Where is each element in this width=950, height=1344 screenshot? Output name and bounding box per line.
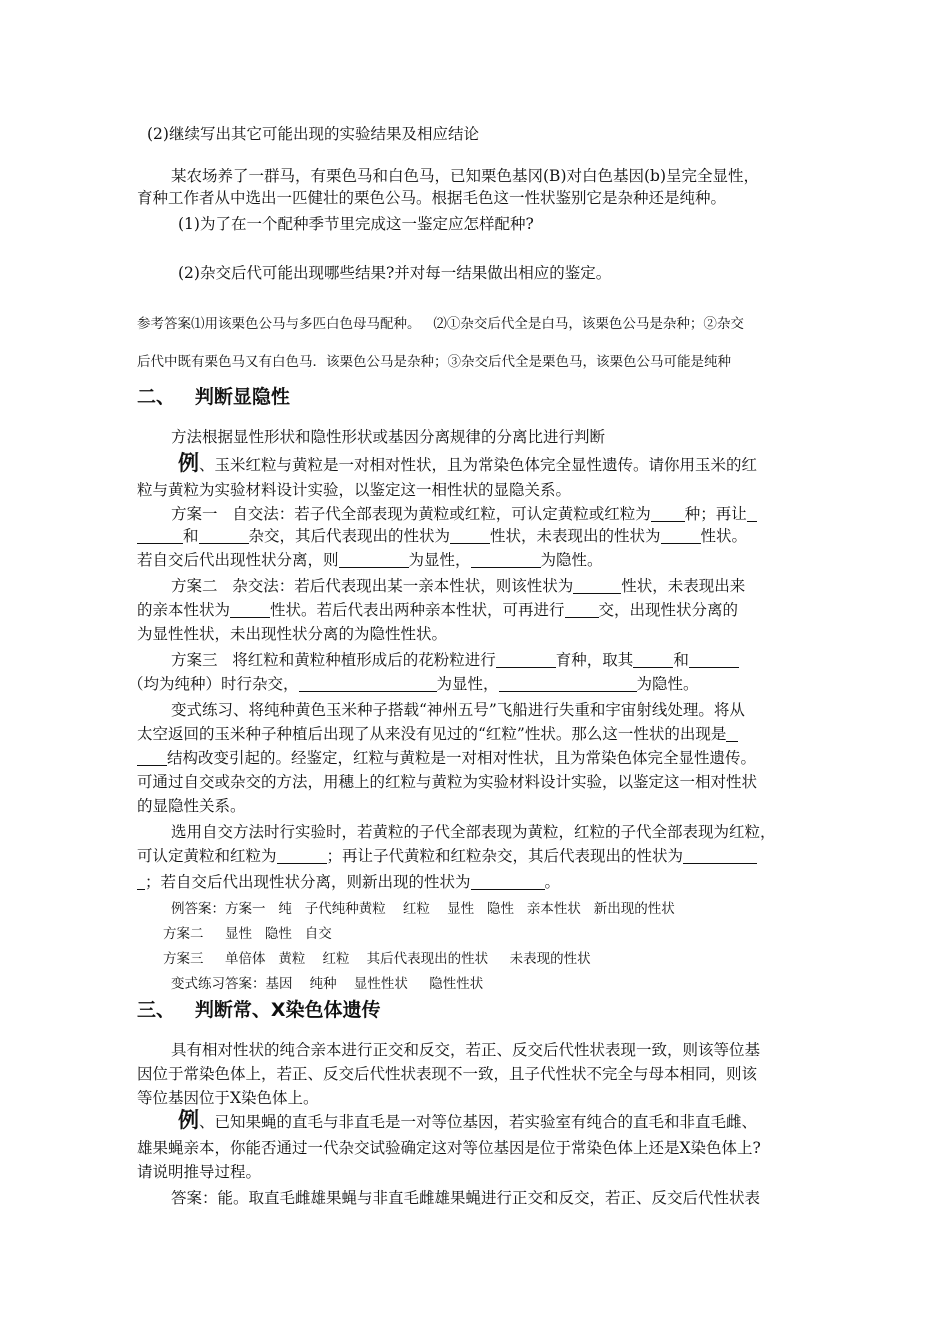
blank	[137, 874, 145, 891]
blank	[137, 528, 183, 545]
blank	[277, 848, 327, 865]
example-label: 例	[178, 451, 199, 475]
example-2-line-1: 例、已知果蝇的直毛与非直毛是一对等位基因，若实验室有纯合的直毛和非直毛雌、	[178, 1108, 758, 1132]
sub-question-1: (1)为了在一个配种季节里完成这一鉴定应怎样配种?	[178, 215, 534, 233]
blank	[137, 750, 167, 767]
plan-3-line-1: 方案三 将红粒和黄粒种植形成后的花粉粒进行 育种，取其 和	[171, 649, 739, 671]
self-cross-line-2: 可认定黄粒和红粒为 ；再让子代黄粒和红粒杂交，其后代表现出的性状为	[137, 845, 757, 867]
blank	[565, 602, 599, 619]
blank	[499, 676, 637, 693]
plan-2-line-2: 的亲本性状为 性状。若后代表出两种亲本性状，可再进行 交，出现性状分离的	[137, 601, 739, 619]
reference-answer-line-2: 后代中既有栗色马又有白色马．该栗色公马是杂种；③杂交后代全是栗色马，该栗色公马可能是纯种	[137, 354, 731, 370]
answer-line-1: 例答案：方案一 纯 子代纯种黄粒 红粒 显性 隐性 亲本性状 新出现的性状	[171, 901, 675, 917]
blank	[689, 652, 739, 669]
plan-1-line-2: 和 杂交，其后代表现出的性状为 性状，未表现出的性状为 性状。	[137, 525, 747, 547]
answer-line-3: 方案三 单倍体 黄粒 红粒 其后代表现出的性状 未表现的性状	[163, 951, 591, 967]
example-2-answer: 答案：能。取直毛雌雄果蝇与非直毛雌雄果蝇进行正交和反交，若正、反交后代性状表	[171, 1189, 761, 1207]
example-2-line-2: 雄果蝇亲本，你能否通过一代杂交试验确定这对等位基因是位于常染色体上还是X染色体上?	[137, 1139, 761, 1157]
plan-1-line-1: 方案一 自交法：若子代全部表现为黄粒或红粒，可认定黄粒或红粒为 种；再让	[171, 503, 757, 525]
blank	[199, 528, 249, 545]
blank	[496, 652, 556, 669]
example-line-1: 例、玉米红粒与黄粒是一对相对性状，且为常染色体完全显性遗传。请你用玉米的红	[178, 451, 758, 475]
blank	[683, 848, 757, 865]
blank	[661, 528, 701, 545]
blank	[339, 552, 409, 569]
question-2: (2)继续写出其它可能出现的实验结果及相应结论	[147, 125, 479, 143]
horse-problem-line-1: 某农场养了一群马，有栗色马和白色马，已知栗色基冈(B)对白色基因(b)呈完全显性，	[171, 167, 760, 185]
section-2-heading: 二、 判断显隐性	[137, 386, 290, 408]
blank	[230, 602, 270, 619]
example-line-2: 粒与黄粒为实验材料设计实验，以鉴定这一相性状的显隐关系。	[137, 481, 572, 499]
blank	[573, 578, 621, 595]
variant-line-2: 太空返回的玉米种子种植后出现了从来没有见过的“红粒”性状。那么这一性状的出现是	[137, 723, 738, 745]
horse-problem-line-2: 育种工作者从中选出一匹健壮的栗色公马。根据毛色这一性状鉴别它是杂种还是纯种。	[137, 189, 727, 207]
blank	[471, 552, 541, 569]
variant-line-5: 的显隐性关系。	[137, 797, 246, 815]
blank	[633, 652, 673, 669]
variant-line-4: 可通过自交或杂交的方法，用穗上的红粒与黄粒为实验材料设计实验，以鉴定这一相对性状	[137, 773, 758, 791]
plan-2-line-1: 方案二 杂交法：若后代表现出某一亲本性状，则该性状为 性状，未表现出来	[171, 577, 746, 595]
variant-line-3: 结构改变引起的。经鉴定，红粒与黄粒是一对相对性状，且为常染色体完全显性遗传。	[137, 747, 756, 769]
plan-2-line-3: 为显性性状，未出现性状分离的为隐性性状。	[137, 625, 448, 643]
self-cross-line-1: 选用自交方法时行实验时，若黄粒的子代全部表现为黄粒，红粒的子代全部表现为红粒，	[171, 823, 776, 841]
section-3-line-1: 具有相对性状的纯合亲本进行正交和反交，若正、反交后代性状表现一致，则该等位基	[171, 1041, 761, 1059]
answer-line-4: 变式练习答案：基因 纯种 显性性状 隐性性状	[171, 976, 484, 992]
blank	[299, 676, 437, 693]
answer-line-2: 方案二 显性 隐性 自交	[163, 926, 332, 942]
method-line: 方法根据显性形状和隐性形状或基因分离规律的分离比进行判断	[171, 428, 606, 446]
variant-line-1: 变式练习、将纯种黄色玉米种子搭载“神州五号”飞船进行失重和宇宙射线处理。将从	[171, 701, 745, 719]
section-3-line-2: 因位于常染色体上，若正、反交后代性状表现不一致，且子代性状不完全与母本相同，则该	[137, 1065, 758, 1083]
reference-answer-line-1: 参考答案⑴用该栗色公马与多匹白色母马配种。 ⑵①杂交后代全是白马，该栗色公马是杂种；②杂交	[137, 316, 744, 332]
example-label: 例	[178, 1108, 199, 1132]
plan-3-line-2: （均为纯种）时行杂交， 为显性， 为隐性。	[128, 675, 699, 693]
sub-question-2: (2)杂交后代可能出现哪些结果?并对每一结果做出相应的鉴定。	[178, 264, 612, 282]
section-3-heading: 三、 判断常、X染色体遗传	[137, 999, 381, 1021]
blank	[471, 874, 545, 891]
section-3-line-3: 等位基因位于X染色体上。	[137, 1089, 319, 1107]
blank	[450, 528, 490, 545]
blank	[726, 726, 738, 743]
example-2-line-3: 请说明推导过程。	[137, 1163, 262, 1181]
blank	[651, 506, 685, 523]
plan-1-line-3: 若自交后代出现性状分离，则 为显性， 为隐性。	[137, 551, 603, 569]
blank	[747, 506, 757, 523]
self-cross-line-3: ；若自交后代出现性状分离，则新出现的性状为 。	[137, 871, 560, 893]
